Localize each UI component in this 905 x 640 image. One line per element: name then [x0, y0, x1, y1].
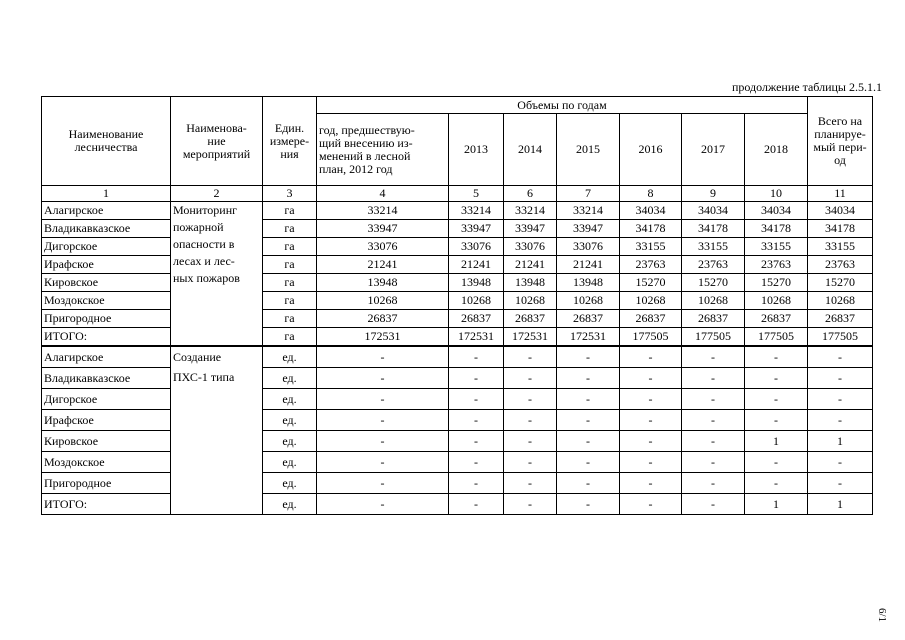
- value-cell: -: [557, 431, 620, 452]
- header-line: менений в лесной: [319, 148, 411, 163]
- table-row: [42, 346, 873, 368]
- header-line: планируе-: [814, 127, 866, 141]
- value-cell: 10268: [504, 292, 557, 310]
- forestry-name-cell: Владикавказское: [42, 220, 171, 238]
- value-cell: -: [745, 452, 808, 473]
- table-row: [42, 220, 873, 238]
- value-cell: -: [504, 473, 557, 494]
- value-cell: 172531: [504, 328, 557, 347]
- header-line: од: [834, 153, 846, 167]
- unit-cell: ед.: [263, 494, 317, 515]
- value-cell: -: [449, 346, 504, 368]
- header-line: лесничества: [74, 140, 138, 154]
- header-line: щий внесению из-: [319, 135, 413, 150]
- forestry-name-cell: Дигорское: [42, 389, 171, 410]
- unit-cell: га: [263, 310, 317, 328]
- value-cell: 21241: [449, 256, 504, 274]
- unit-cell: га: [263, 292, 317, 310]
- value-cell: -: [449, 431, 504, 452]
- forestry-name-cell: Алагирское: [42, 346, 171, 368]
- value-cell: 33947: [317, 220, 449, 238]
- value-cell: -: [504, 368, 557, 389]
- header-year: 2016: [620, 114, 682, 186]
- value-cell: 33947: [504, 220, 557, 238]
- measure-line: пожарной: [173, 220, 224, 234]
- value-cell: -: [620, 389, 682, 410]
- value-cell: -: [682, 494, 745, 515]
- value-cell: 10268: [449, 292, 504, 310]
- value-cell: -: [682, 473, 745, 494]
- value-cell: -: [449, 494, 504, 515]
- value-cell: 177505: [808, 328, 873, 347]
- value-cell: 33947: [449, 220, 504, 238]
- value-cell: -: [449, 368, 504, 389]
- value-cell: -: [504, 431, 557, 452]
- forestry-name-cell: Моздокское: [42, 452, 171, 473]
- value-cell: -: [745, 410, 808, 431]
- value-cell: -: [620, 473, 682, 494]
- header-total: [808, 97, 873, 186]
- value-cell: 33155: [682, 238, 745, 256]
- header-forestry: [42, 97, 171, 186]
- header-line: Наименование: [68, 127, 144, 141]
- header-line: Наименова-: [186, 120, 247, 135]
- unit-cell: ед.: [263, 368, 317, 389]
- unit-cell: ед.: [263, 431, 317, 452]
- table-row: [42, 310, 873, 328]
- value-cell: 33076: [317, 238, 449, 256]
- table-row: [42, 473, 873, 494]
- value-cell: -: [317, 473, 449, 494]
- header-year: 2014: [504, 114, 557, 186]
- value-cell: -: [317, 346, 449, 368]
- value-cell: -: [317, 431, 449, 452]
- forestry-name-cell: Дигорское: [42, 238, 171, 256]
- forestry-name-cell: Кировское: [42, 274, 171, 292]
- value-cell: -: [504, 389, 557, 410]
- value-cell: 33947: [557, 220, 620, 238]
- value-cell: 33214: [317, 202, 449, 220]
- value-cell: -: [317, 368, 449, 389]
- value-cell: -: [682, 410, 745, 431]
- table-row: [42, 238, 873, 256]
- value-cell: 34034: [745, 202, 808, 220]
- value-cell: -: [557, 473, 620, 494]
- header-line: план, 2012 год: [319, 161, 393, 176]
- value-cell: -: [504, 410, 557, 431]
- value-cell: -: [557, 368, 620, 389]
- measure-cell: [171, 346, 263, 515]
- value-cell: -: [317, 389, 449, 410]
- value-cell: 15270: [620, 274, 682, 292]
- value-cell: -: [557, 452, 620, 473]
- value-cell: -: [745, 346, 808, 368]
- column-number: 11: [808, 186, 873, 202]
- value-cell: -: [682, 431, 745, 452]
- value-cell: 33155: [745, 238, 808, 256]
- forestry-name-cell: Пригородное: [42, 473, 171, 494]
- measure-line: ных пожаров: [173, 271, 240, 285]
- value-cell: 33155: [808, 238, 873, 256]
- forestry-name-cell: Пригородное: [42, 310, 171, 328]
- forestry-name-cell: Ирафское: [42, 410, 171, 431]
- value-cell: 10268: [620, 292, 682, 310]
- forest-fire-table: [41, 96, 873, 515]
- value-cell: -: [620, 431, 682, 452]
- header-line: год, предшествую-: [319, 122, 415, 137]
- value-cell: 26837: [745, 310, 808, 328]
- value-cell: 34178: [682, 220, 745, 238]
- value-cell: -: [504, 494, 557, 515]
- table-body: [42, 202, 873, 515]
- value-cell: -: [620, 410, 682, 431]
- unit-cell: га: [263, 202, 317, 220]
- unit-cell: га: [263, 256, 317, 274]
- forestry-name-cell: ИТОГО:: [42, 328, 171, 347]
- measure-line: Создание: [173, 350, 222, 364]
- forestry-name-cell: Ирафское: [42, 256, 171, 274]
- value-cell: 177505: [682, 328, 745, 347]
- value-cell: 172531: [557, 328, 620, 347]
- value-cell: 26837: [449, 310, 504, 328]
- value-cell: 13948: [317, 274, 449, 292]
- table-row: [42, 274, 873, 292]
- value-cell: -: [682, 346, 745, 368]
- value-cell: 21241: [557, 256, 620, 274]
- table-row: [42, 328, 873, 347]
- value-cell: 1: [808, 494, 873, 515]
- table-row: [42, 202, 873, 220]
- value-cell: -: [557, 346, 620, 368]
- unit-cell: га: [263, 238, 317, 256]
- value-cell: 26837: [682, 310, 745, 328]
- value-cell: 10268: [682, 292, 745, 310]
- value-cell: -: [557, 389, 620, 410]
- unit-cell: ед.: [263, 346, 317, 368]
- value-cell: -: [317, 494, 449, 515]
- value-cell: -: [504, 452, 557, 473]
- table-row: [42, 292, 873, 310]
- table-row: [42, 389, 873, 410]
- forestry-name-cell: Владикавказское: [42, 368, 171, 389]
- value-cell: -: [808, 368, 873, 389]
- column-number: 6: [504, 186, 557, 202]
- value-cell: 10268: [808, 292, 873, 310]
- unit-cell: га: [263, 274, 317, 292]
- value-cell: 21241: [504, 256, 557, 274]
- value-cell: -: [620, 452, 682, 473]
- value-cell: 172531: [317, 328, 449, 347]
- header-line: Всего на: [817, 114, 863, 128]
- value-cell: 33076: [557, 238, 620, 256]
- table-row: [42, 368, 873, 389]
- value-cell: -: [620, 346, 682, 368]
- header-line: мый пери-: [813, 140, 867, 154]
- value-cell: 23763: [808, 256, 873, 274]
- value-cell: -: [682, 389, 745, 410]
- value-cell: 33076: [504, 238, 557, 256]
- column-number: 7: [557, 186, 620, 202]
- unit-cell: ед.: [263, 389, 317, 410]
- value-cell: 172531: [449, 328, 504, 347]
- value-cell: -: [504, 346, 557, 368]
- value-cell: -: [317, 410, 449, 431]
- value-cell: -: [449, 389, 504, 410]
- value-cell: 33076: [449, 238, 504, 256]
- value-cell: -: [449, 410, 504, 431]
- value-cell: -: [620, 368, 682, 389]
- value-cell: 13948: [557, 274, 620, 292]
- value-cell: 26837: [504, 310, 557, 328]
- header-line: измере-: [269, 133, 310, 148]
- value-cell: 13948: [504, 274, 557, 292]
- value-cell: -: [808, 473, 873, 494]
- column-number: 4: [317, 186, 449, 202]
- value-cell: 23763: [682, 256, 745, 274]
- value-cell: 34178: [745, 220, 808, 238]
- value-cell: 10268: [557, 292, 620, 310]
- value-cell: 13948: [449, 274, 504, 292]
- unit-cell: га: [263, 220, 317, 238]
- value-cell: 10268: [745, 292, 808, 310]
- value-cell: -: [808, 452, 873, 473]
- value-cell: 26837: [557, 310, 620, 328]
- value-cell: -: [682, 368, 745, 389]
- value-cell: 26837: [317, 310, 449, 328]
- header-year: 2015: [557, 114, 620, 186]
- value-cell: 1: [808, 431, 873, 452]
- table-row: [42, 494, 873, 515]
- table-row: [42, 452, 873, 473]
- header-year: 2017: [682, 114, 745, 186]
- value-cell: 10268: [317, 292, 449, 310]
- measure-cell: [171, 202, 263, 347]
- value-cell: 26837: [620, 310, 682, 328]
- table-row: [42, 431, 873, 452]
- value-cell: 15270: [745, 274, 808, 292]
- column-number-row: [42, 186, 873, 202]
- value-cell: 15270: [808, 274, 873, 292]
- header-line: ние: [207, 133, 226, 148]
- value-cell: 34034: [808, 202, 873, 220]
- value-cell: -: [449, 452, 504, 473]
- value-cell: -: [745, 473, 808, 494]
- value-cell: 1: [745, 494, 808, 515]
- forestry-name-cell: ИТОГО:: [42, 494, 171, 515]
- column-number: 5: [449, 186, 504, 202]
- value-cell: 34034: [620, 202, 682, 220]
- value-cell: 1: [745, 431, 808, 452]
- value-cell: 34178: [620, 220, 682, 238]
- measure-line: ПХС-1 типа: [173, 370, 235, 384]
- forestry-name-cell: Алагирское: [42, 202, 171, 220]
- header-base-year: [317, 114, 449, 186]
- value-cell: 177505: [620, 328, 682, 347]
- column-number: 1: [42, 186, 171, 202]
- page-margin-note: 6/1: [876, 608, 888, 623]
- measure-line: Мониторинг: [173, 203, 238, 217]
- value-cell: 33214: [449, 202, 504, 220]
- value-cell: 33214: [504, 202, 557, 220]
- value-cell: 21241: [317, 256, 449, 274]
- header-unit: [263, 97, 317, 186]
- header-measure: [171, 97, 263, 186]
- unit-cell: ед.: [263, 410, 317, 431]
- header-line: мероприятий: [182, 146, 251, 161]
- value-cell: 34178: [808, 220, 873, 238]
- measure-line: лесах и лес-: [173, 254, 235, 268]
- value-cell: -: [317, 452, 449, 473]
- value-cell: -: [557, 410, 620, 431]
- value-cell: -: [620, 494, 682, 515]
- value-cell: 33155: [620, 238, 682, 256]
- forestry-name-cell: Моздокское: [42, 292, 171, 310]
- value-cell: 177505: [745, 328, 808, 347]
- value-cell: 33214: [557, 202, 620, 220]
- unit-cell: ед.: [263, 473, 317, 494]
- forestry-name-cell: Кировское: [42, 431, 171, 452]
- header-volumes: Объемы по годам: [317, 97, 808, 114]
- value-cell: 26837: [808, 310, 873, 328]
- value-cell: -: [449, 473, 504, 494]
- table-caption: продолжение таблицы 2.5.1.1: [731, 80, 882, 94]
- value-cell: -: [745, 389, 808, 410]
- column-number: 8: [620, 186, 682, 202]
- header-year: 2013: [449, 114, 504, 186]
- header-year: 2018: [745, 114, 808, 186]
- unit-cell: ед.: [263, 452, 317, 473]
- value-cell: 23763: [745, 256, 808, 274]
- column-number: 3: [263, 186, 317, 202]
- unit-cell: га: [263, 328, 317, 347]
- value-cell: 34034: [682, 202, 745, 220]
- value-cell: -: [557, 494, 620, 515]
- value-cell: -: [808, 410, 873, 431]
- value-cell: 23763: [620, 256, 682, 274]
- column-number: 10: [745, 186, 808, 202]
- measure-line: опасности в: [173, 237, 235, 251]
- value-cell: -: [808, 389, 873, 410]
- header-line: ния: [280, 146, 299, 161]
- value-cell: -: [808, 346, 873, 368]
- value-cell: -: [682, 452, 745, 473]
- table-row: [42, 256, 873, 274]
- header-line: Един.: [274, 120, 305, 135]
- value-cell: -: [745, 368, 808, 389]
- column-number: 2: [171, 186, 263, 202]
- column-number: 9: [682, 186, 745, 202]
- value-cell: 15270: [682, 274, 745, 292]
- table-row: [42, 410, 873, 431]
